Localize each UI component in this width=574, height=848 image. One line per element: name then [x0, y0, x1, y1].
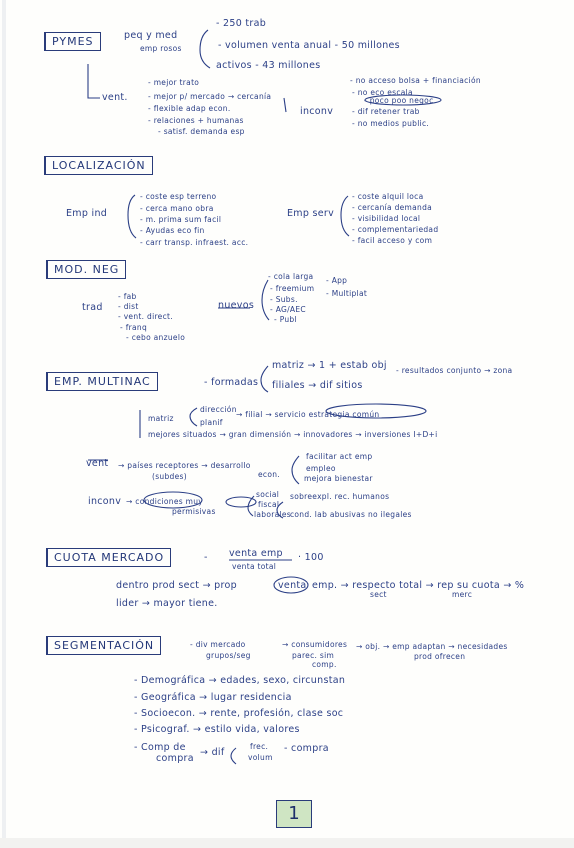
seg-s5b: compra [156, 753, 194, 764]
multi-m1c: → filial → servicio estrategia común [236, 410, 380, 419]
pymes-c2: - volumen venta anual - 50 millones [218, 40, 400, 51]
mod-trad: trad [82, 302, 103, 313]
title-localizacion: LOCALIZACIÓN [44, 156, 153, 175]
pymes-v4: - relaciones + humanas [148, 116, 244, 125]
multi-vt3: empleo [306, 464, 336, 473]
mod-t4: - franq [120, 323, 148, 332]
seg-s5e: volum [248, 753, 273, 762]
loc-a2: - cerca mano obra [140, 204, 214, 213]
loc-b4: - complementariedad [352, 225, 439, 234]
mod-n4: - AG/AEC [270, 305, 306, 314]
page-number: 1 [276, 800, 312, 828]
multi-m1: matriz [148, 414, 174, 423]
multi-inconv: inconv [88, 496, 122, 507]
pymes-c3: activos - 43 millones [216, 60, 321, 71]
title-pymes: PYMES [44, 32, 101, 51]
loc-a3: - m. prima sum facil [140, 215, 222, 224]
multi-f3: - resultados conjunto → zona [396, 366, 513, 375]
loc-emp-ind: Emp ind [66, 208, 108, 219]
mod-t3: - vent. direct. [118, 312, 173, 321]
multi-m1b: planif [200, 418, 223, 427]
multi-vt1b: (subdes) [152, 472, 187, 481]
pymes-v2: - mejor p/ mercado → cercanía [148, 92, 272, 101]
title-mod-neg: MOD. NEG [46, 260, 126, 279]
seg-s0e: comp. [312, 660, 337, 669]
pymes-v5: - satisf. demanda esp [158, 127, 245, 136]
seg-s4: - Psicograf. → estilo vida, valores [134, 724, 300, 735]
seg-s1: - Demográfica → edades, sexo, circunstan [134, 675, 346, 686]
multi-vt1: → países receptores → desarrollo [118, 461, 251, 470]
page-bottom-edge [0, 838, 574, 848]
loc-b5: - facil acceso y com [352, 236, 433, 245]
seg-s0d: parec. sim [292, 651, 335, 660]
multi-ic2: social [256, 490, 280, 499]
multi-vt2: facilitar act emp [306, 452, 373, 461]
loc-a5: - carr transp. infraest. acc. [140, 238, 249, 247]
seg-s2: - Geográfica → lugar residencia [134, 692, 292, 703]
pymes-def2: emp rosos [140, 44, 182, 53]
cuota-l1b: venta [278, 580, 307, 591]
mod-n5: - Publ [274, 315, 297, 324]
multi-f1: matriz → 1 + estab obj [272, 360, 387, 371]
cuota-mul: · 100 [298, 552, 324, 563]
mod-t1: - fab [118, 292, 137, 301]
multi-vt1c: econ. [258, 470, 280, 479]
cuota-l1a: dentro prod sect → prop [116, 580, 237, 591]
multi-m2: mejores situados → gran dimensión → innovadores → inversiones I+D+i [148, 430, 438, 439]
title-segmentacion: SEGMENTACIÓN [46, 636, 161, 655]
cuota-dash: - [204, 552, 208, 563]
multi-f2: filiales → dif sitios [272, 380, 363, 391]
mod-n6: - App [326, 276, 348, 285]
multi-ic3: fiscal [258, 500, 280, 509]
seg-s5a: - Comp de [134, 742, 186, 753]
multi-formadas: - formadas [204, 377, 259, 388]
cuota-l1c: emp. → respecto total → rep su cuota → % [312, 580, 525, 591]
seg-s5f: - compra [284, 743, 329, 754]
mod-n1: - cola larga [268, 272, 314, 281]
multi-ic6: cond. lab abusivas no ilegales [290, 510, 412, 519]
mod-nuevos: nuevos [218, 300, 255, 311]
seg-s0f: → obj. → emp adaptan → necesidades [356, 642, 508, 651]
pymes-c1: - 250 trab [216, 18, 267, 29]
loc-a1: - coste esp terreno [140, 192, 217, 201]
seg-s3: - Socioecon. → rente, profesión, clase soc [134, 708, 344, 719]
pymes-i3: - poco poo negoc [364, 96, 434, 105]
mod-n7: - Multiplat [326, 289, 368, 298]
mod-t5: - cebo anzuelo [126, 333, 186, 342]
pymes-v1: - mejor trato [148, 78, 200, 87]
pymes-v3: - flexible adap econ. [148, 104, 231, 113]
loc-emp-serv: Emp serv [287, 208, 335, 219]
multi-vt4: mejora bienestar [304, 474, 373, 483]
mod-t2: - dist [118, 302, 139, 311]
pymes-vent: vent. [102, 92, 128, 103]
multi-ic4: laborales [254, 510, 292, 519]
seg-s5d: frec. [250, 742, 269, 751]
pymes-i4: - dif retener trab [352, 107, 420, 116]
multi-vent: vent [86, 458, 109, 469]
seg-s0c: → consumidores [282, 640, 348, 649]
multi-m1a: dirección [200, 405, 237, 414]
cuota-l2: lider → mayor tiene. [116, 598, 218, 609]
seg-s5c: → dif [200, 747, 225, 758]
multi-ic1: → condiciones muy [126, 497, 204, 506]
seg-s0a: - div mercado [190, 640, 246, 649]
cuota-num: venta emp [229, 548, 283, 559]
multi-ic1b: permisivas [172, 507, 216, 516]
loc-b1: - coste alquil loca [352, 192, 424, 201]
pymes-i2: - no eco escala [352, 88, 413, 97]
loc-b3: - visibilidad local [352, 214, 421, 223]
cuota-den: venta total [232, 562, 277, 571]
loc-b2: - cercanía demanda [352, 203, 433, 212]
multi-ic5: sobreexpl. rec. humanos [290, 492, 390, 501]
seg-s0b: grupos/seg [206, 651, 251, 660]
pymes-def: peq y med [124, 30, 178, 41]
cuota-l1e: merc [452, 590, 473, 599]
seg-s0g: prod ofrecen [414, 652, 466, 661]
cuota-l1d: sect [370, 590, 387, 599]
mod-n3: - Subs. [270, 295, 298, 304]
pymes-i5: - no medios public. [352, 119, 430, 128]
mod-n2: - freemium [270, 284, 315, 293]
title-emp-multinac: EMP. MULTINAC [46, 372, 158, 391]
pymes-i1: - no acceso bolsa + financiación [350, 76, 481, 85]
title-cuota: CUOTA MERCADO [46, 548, 171, 567]
pymes-inconv: inconv [300, 106, 334, 117]
loc-a4: - Ayudas eco fin [140, 226, 205, 235]
